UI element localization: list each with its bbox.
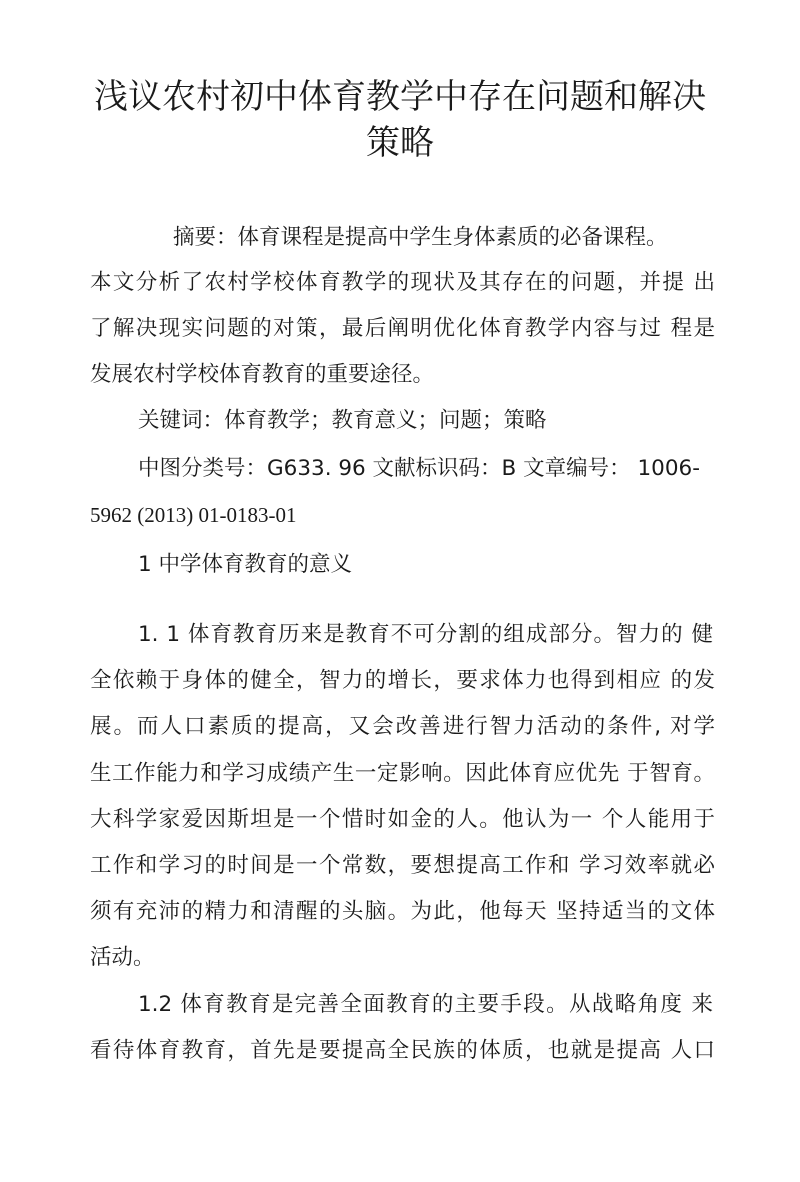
body-line: 活动。 [90, 945, 155, 970]
keywords-line: 关键词：体育教学；教育意义；问题；策略 [138, 408, 547, 433]
body-line: 全依赖于身体的健全，智力的增长，要求体力也得到相应 的发 [90, 668, 715, 693]
abstract-line: 发展农村学校体育教育的重要途径。 [90, 362, 435, 387]
section-heading: 1 中学体育教育的意义 [138, 552, 353, 577]
body-line: 须有充沛的精力和清醒的头脑。为此，他每天 坚持适当的文体 [90, 899, 715, 924]
body-line: 大科学家爱因斯坦是一个惜时如金的人。他认为一 个人能用于 [90, 807, 715, 832]
document-title-line-2: 策略 [366, 123, 434, 163]
document-title-line-1: 浅议农村初中体育教学中存在问题和解决 [94, 77, 706, 117]
abstract-line: 本文分析了农村学校体育教学的现状及其存在的问题，并提 出 [90, 270, 715, 295]
body-line: 展。而人口素质的提高，又会改善进行智力活动的条件, 对学 [90, 714, 715, 739]
abstract-line: 了解决现实问题的对策，最后阐明优化体育教学内容与过 程是 [90, 316, 715, 341]
body-line: 工作和学习的时间是一个常数，要想提高工作和 学习效率就必 [90, 853, 715, 878]
body-line: 看待体育教育，首先是要提高全民族的体质，也就是提高 人口 [90, 1038, 715, 1063]
abstract-line: 摘要：体育课程是提高中学生身体素质的必备课程。 [173, 225, 668, 250]
body-line: 1. 1 体育教育历来是教育不可分割的组成部分。智力的 健 [138, 622, 713, 647]
body-line: 生工作能力和学习成绩产生一定影响。因此体育应优先 于智育。 [90, 761, 715, 786]
classification-line: 中图分类号：G633. 96 文献标识码：B 文章编号： 1006- [138, 456, 700, 481]
body-line: 1.2 体育教育是完善全面教育的主要手段。从战略角度 来 [138, 992, 713, 1017]
classification-line: 5962 (2013) 01-0183-01 [90, 503, 297, 527]
